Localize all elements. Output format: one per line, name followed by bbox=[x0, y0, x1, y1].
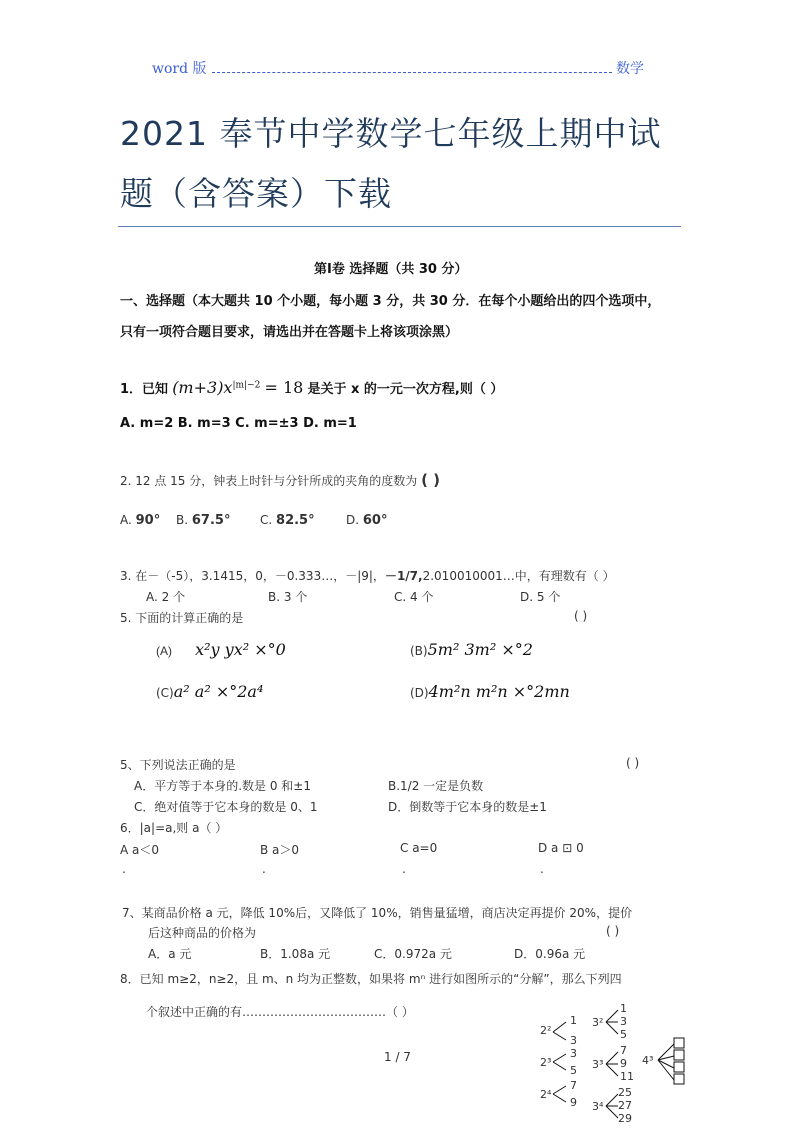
question-5a-option-b: (B)5m² 3m² ×°2 bbox=[410, 640, 533, 659]
header-rule bbox=[212, 60, 612, 73]
diagram-value: 9 bbox=[620, 1057, 627, 1070]
question-7-option-a: A．a 元 bbox=[148, 947, 192, 961]
question-5b-option-c: C．绝对值等于它本身的数是 0、1 bbox=[134, 800, 318, 814]
title-rule bbox=[118, 226, 681, 227]
diagram-value: 11 bbox=[620, 1070, 634, 1083]
diagram-value: 1 bbox=[620, 1002, 627, 1015]
question-7-line2: 后这种商品的价格为 bbox=[148, 926, 257, 940]
question-5a-option-c: (C)a² a² ×°2a⁴ bbox=[156, 682, 264, 701]
diagram-base-4-3: 4³ bbox=[642, 1054, 654, 1067]
question-3-option-b: B. 3 个 bbox=[268, 590, 308, 604]
diagram-base-2-2: 2² bbox=[540, 1024, 552, 1037]
diagram-value: 5 bbox=[570, 1064, 577, 1077]
question-6-option-c: C a=0 bbox=[400, 841, 438, 855]
question-2: 2. 12 点 15 分，钟表上时针与分针所成的夹角的度数为 ( ) bbox=[120, 471, 441, 489]
diagram-value: 1 bbox=[570, 1014, 577, 1027]
diagram-base-2-4: 2⁴ bbox=[540, 1088, 552, 1101]
diagram-value: 3 bbox=[570, 1047, 577, 1060]
section-heading: 第Ⅰ卷 选择题（共 30 分） bbox=[314, 262, 468, 277]
header-left: word 版 bbox=[152, 61, 207, 77]
diagram-base-3-2: 3² bbox=[592, 1016, 604, 1029]
question-1: 1．已知 $(m+3)x^{|m|-2} = 18$ 是关于 x 的一元一次方程,则（ ） bbox=[120, 378, 504, 397]
question-6: 6．|a|=a,则 a（ ） bbox=[120, 821, 228, 835]
question-2-option-c: C. 82.5° bbox=[260, 513, 315, 528]
question-8-line1: 8．已知 m≥2，n≥2，且 m、n 均为正整数，如果将 mⁿ 进行如图所示的“分解”，那么下列四 bbox=[120, 972, 622, 986]
question-3: 3. 在－（-5），3.1415，0，－0.333…，－|9|，－1/7,2.010010001…中，有理数有（ ） bbox=[120, 569, 615, 583]
question-5a-option-a: (A) x²y yx² ×°0 bbox=[156, 640, 286, 659]
question-3-option-c: C. 4 个 bbox=[394, 590, 434, 604]
diagram-value: 9 bbox=[570, 1096, 577, 1109]
question-6-dot-c: . bbox=[402, 862, 406, 876]
question-2-option-b: B. 67.5° bbox=[176, 513, 231, 528]
question-7-paren: ( ) bbox=[606, 924, 620, 938]
question-6-dot-b: . bbox=[262, 862, 266, 876]
question-2-option-d: D. 60° bbox=[346, 513, 388, 528]
question-5b-option-b: B.1/2 一定是负数 bbox=[388, 779, 484, 793]
question-8-line2: 个叙述中正确的有………………………………（ ） bbox=[146, 1005, 414, 1019]
question-5b-option-a: A．平方等于本身的.数是 0 和±1 bbox=[134, 779, 311, 793]
question-7-option-c: C．0.972a 元 bbox=[374, 947, 452, 961]
diagram-base-3-4: 3⁴ bbox=[592, 1100, 604, 1113]
diagram-value: 27 bbox=[618, 1099, 632, 1112]
question-7-option-b: B．1.08a 元 bbox=[260, 947, 331, 961]
question-5b-paren: ( ) bbox=[626, 756, 640, 770]
question-5a-option-d: (D)4m²n m²n ×°2mn bbox=[410, 682, 570, 701]
question-2-option-a: A. 90° bbox=[120, 513, 161, 528]
question-5b: 5、下列说法正确的是 bbox=[120, 758, 236, 772]
question-5a-paren: ( ) bbox=[574, 609, 588, 623]
diagram-value: 5 bbox=[620, 1028, 627, 1041]
section-instructions-2: 只有一项符合题目要求，请选出并在答题卡上将该项涂黑） bbox=[120, 325, 459, 340]
question-6-dot-a: . bbox=[122, 862, 126, 876]
diagram-value: 3 bbox=[570, 1034, 577, 1047]
decomposition-diagram bbox=[538, 1002, 698, 1128]
question-7-line1: 7、某商品价格 a 元，降低 10%后，又降低了 10%，销售量猛增，商店决定再提价 20%，提价 bbox=[122, 906, 633, 920]
page-number: 1 / 7 bbox=[384, 1050, 411, 1064]
question-7-option-d: D．0.96a 元 bbox=[514, 947, 586, 961]
question-3-option-a: A. 2 个 bbox=[146, 590, 186, 604]
diagram-base-2-3: 2³ bbox=[540, 1056, 552, 1069]
section-instructions-1: 一、选择题（本大题共 10 个小题，每小题 3 分，共 30 分．在每个小题给出的四个选项中， bbox=[120, 294, 661, 309]
header-right: 数学 bbox=[616, 61, 644, 77]
question-6-option-a: A a＜0 bbox=[120, 843, 160, 857]
question-3-option-d: D. 5 个 bbox=[520, 590, 561, 604]
doc-title-line2: 题（含答案）下载 bbox=[120, 174, 392, 213]
diagram-value: 7 bbox=[570, 1079, 577, 1092]
question-1-options: A. m=2 B. m=3 C. m=±3 D. m=1 bbox=[120, 416, 357, 431]
question-6-option-d: D a ⊡ 0 bbox=[538, 841, 584, 855]
diagram-value: 3 bbox=[620, 1015, 627, 1028]
question-5b-option-d: D．倒数等于它本身的数是±1 bbox=[388, 800, 547, 814]
diagram-value: 29 bbox=[618, 1112, 632, 1125]
diagram-value: 7 bbox=[620, 1044, 627, 1057]
diagram-base-3-3: 3³ bbox=[592, 1058, 604, 1071]
question-6-option-b: B a＞0 bbox=[260, 843, 300, 857]
diagram-value: 25 bbox=[618, 1086, 632, 1099]
question-6-dot-d: . bbox=[540, 862, 544, 876]
question-5a: 5. 下面的计算正确的是 bbox=[120, 611, 244, 625]
doc-title-line1: 2021 奉节中学数学七年级上期中试 bbox=[120, 114, 662, 153]
